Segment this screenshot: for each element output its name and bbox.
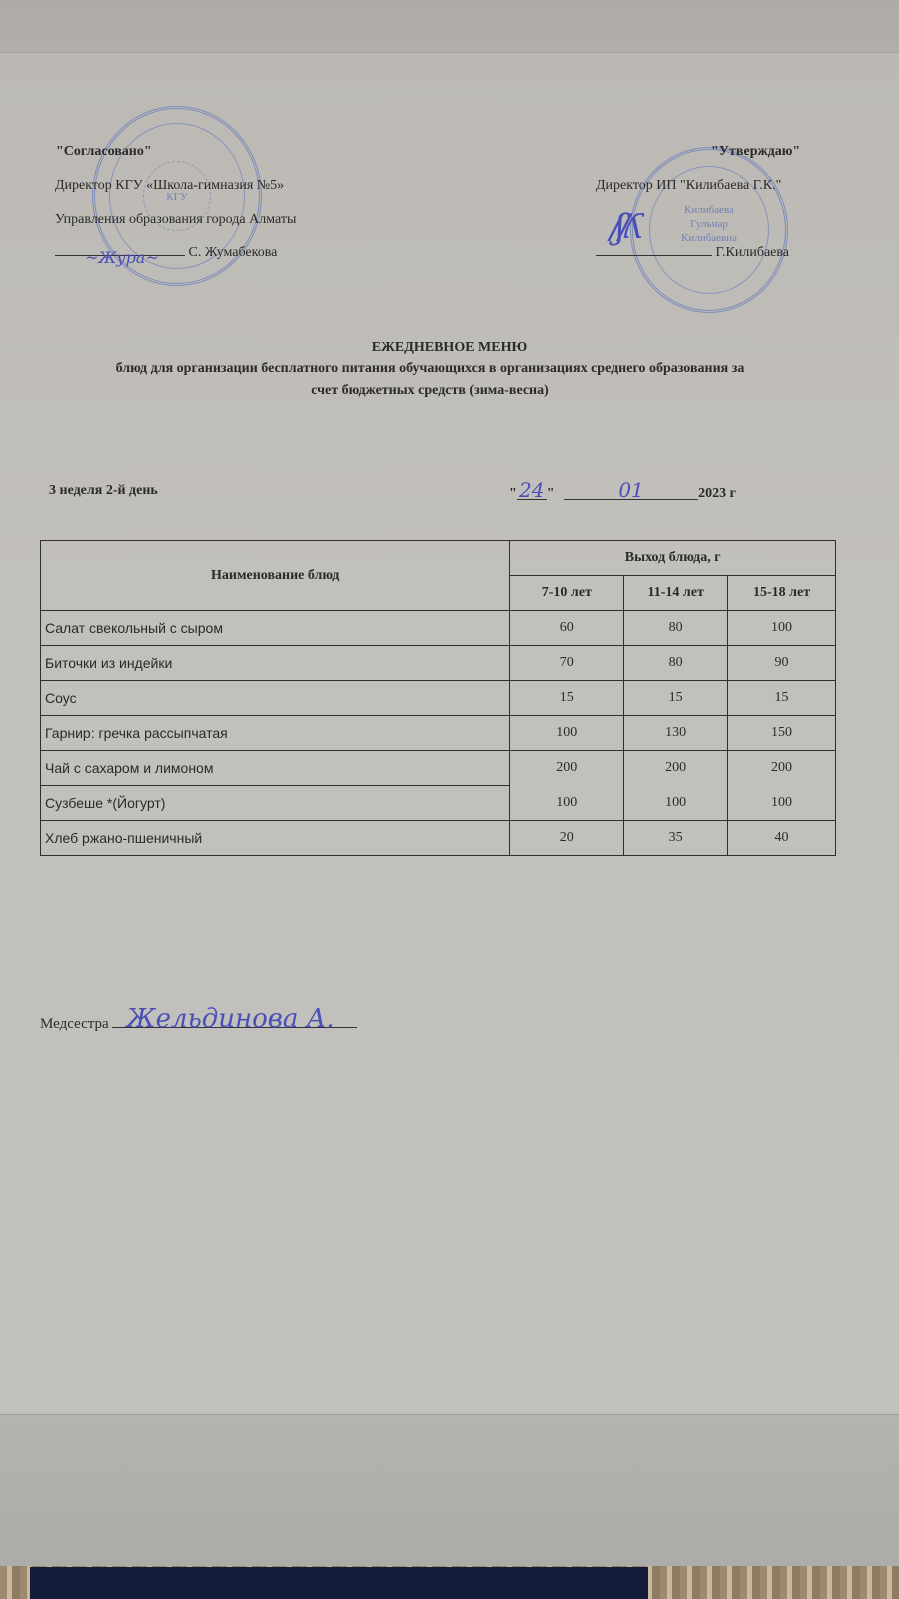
document-subtitle-line-1: блюд для организации бесплатного питания обучающихся в организациях среднего образования за bbox=[115, 361, 745, 376]
table-row bbox=[41, 751, 836, 786]
menu-table bbox=[40, 540, 836, 856]
date-quote-open: " bbox=[509, 486, 517, 501]
dish-name: Гарнир: гречка рассыпчатая bbox=[41, 716, 510, 751]
supplier-director-signature: /ʃ/ʎ bbox=[610, 207, 638, 247]
background-wall bbox=[0, 0, 899, 55]
table-row bbox=[41, 681, 836, 716]
yield-15-18: 40 bbox=[728, 821, 836, 856]
table-row bbox=[41, 646, 836, 681]
dish-name: Салат свекольный с сыром bbox=[41, 611, 510, 646]
table-row bbox=[41, 611, 836, 646]
table-row bbox=[41, 821, 836, 856]
dish-name-header: Наименование блюд bbox=[41, 541, 510, 611]
approved-by-heading: "Согласовано" bbox=[56, 144, 152, 159]
dish-yield-header: Выход блюда, г bbox=[510, 541, 836, 576]
approve-heading: "Утверждаю" bbox=[711, 144, 801, 159]
yield-7-10: 20 bbox=[510, 821, 624, 856]
week-day-label: 3 неделя 2-й день bbox=[49, 483, 158, 498]
stamp-center-text: КГУ bbox=[166, 191, 188, 203]
yield-11-14: 80 bbox=[624, 646, 728, 681]
yield-15-18: 100 bbox=[728, 786, 836, 821]
school-director-signature: ~Жура~ bbox=[85, 248, 159, 267]
dish-name: Хлеб ржано-пшеничный bbox=[41, 821, 510, 856]
yield-7-10: 60 bbox=[510, 611, 624, 646]
age-header-7-10: 7-10 лет bbox=[510, 576, 624, 611]
supplier-director-name: Г.Килибаева bbox=[715, 245, 790, 260]
yield-7-10: 100 bbox=[510, 716, 624, 751]
paper-stack-edge bbox=[0, 1414, 899, 1567]
entrepreneur-stamp bbox=[630, 147, 788, 313]
yield-11-14: 15 bbox=[624, 681, 728, 716]
table-row bbox=[41, 716, 836, 751]
school-director-name: С. Жумабекова bbox=[188, 245, 278, 260]
date-month: 01 bbox=[564, 482, 698, 500]
education-department: Управления образования города Алматы bbox=[55, 212, 297, 227]
school-director-signature-line bbox=[55, 244, 278, 267]
yield-15-18: 15 bbox=[728, 681, 836, 716]
age-header-15-18: 15-18 лет bbox=[728, 576, 836, 611]
dark-object-bottom bbox=[30, 1567, 648, 1599]
dish-name: Сузбеше *(Йогурт) bbox=[41, 786, 510, 821]
yield-15-18: 90 bbox=[728, 646, 836, 681]
supplier-director-title: Директор ИП "Килибаева Г.К." bbox=[596, 178, 782, 193]
date-line bbox=[509, 478, 736, 502]
nurse-label: Медсестра bbox=[40, 1016, 109, 1032]
dish-name: Биточки из индейки bbox=[41, 646, 510, 681]
yield-7-10: 200 bbox=[510, 751, 624, 786]
document-subtitle-line-2: счет бюджетных средств (зима-весна) bbox=[311, 383, 549, 398]
yield-7-10: 70 bbox=[510, 646, 624, 681]
yield-11-14: 100 bbox=[624, 786, 728, 821]
yield-11-14: 80 bbox=[624, 611, 728, 646]
yield-15-18: 150 bbox=[728, 716, 836, 751]
table-row bbox=[41, 786, 836, 821]
school-director-title: Директор КГУ «Школа-гимназия №5» bbox=[55, 178, 285, 193]
nurse-signature: Жельдинова А. bbox=[126, 1004, 335, 1034]
document-title: ЕЖЕДНЕВНОЕ МЕНЮ bbox=[371, 340, 528, 355]
stamp-name-line-3: Килибаевна bbox=[681, 232, 737, 244]
nurse-signature-line bbox=[40, 1004, 357, 1034]
date-quote-close: " bbox=[546, 486, 555, 501]
date-day: 24 bbox=[517, 482, 547, 500]
date-year: 2023 г bbox=[698, 486, 736, 501]
stamp-name-line-2: Гульнар bbox=[690, 218, 728, 230]
yield-11-14: 130 bbox=[624, 716, 728, 751]
table-header-row-1 bbox=[41, 541, 836, 576]
age-header-11-14: 11-14 лет bbox=[624, 576, 728, 611]
yield-7-10: 100 bbox=[510, 786, 624, 821]
yield-7-10: 15 bbox=[510, 681, 624, 716]
dish-name: Соус bbox=[41, 681, 510, 716]
yield-11-14: 35 bbox=[624, 821, 728, 856]
dish-name: Чай с сахаром и лимоном bbox=[41, 751, 510, 786]
yield-15-18: 200 bbox=[728, 751, 836, 786]
stamp-name-line-1: Килибаева bbox=[684, 204, 734, 216]
yield-15-18: 100 bbox=[728, 611, 836, 646]
yield-11-14: 200 bbox=[624, 751, 728, 786]
